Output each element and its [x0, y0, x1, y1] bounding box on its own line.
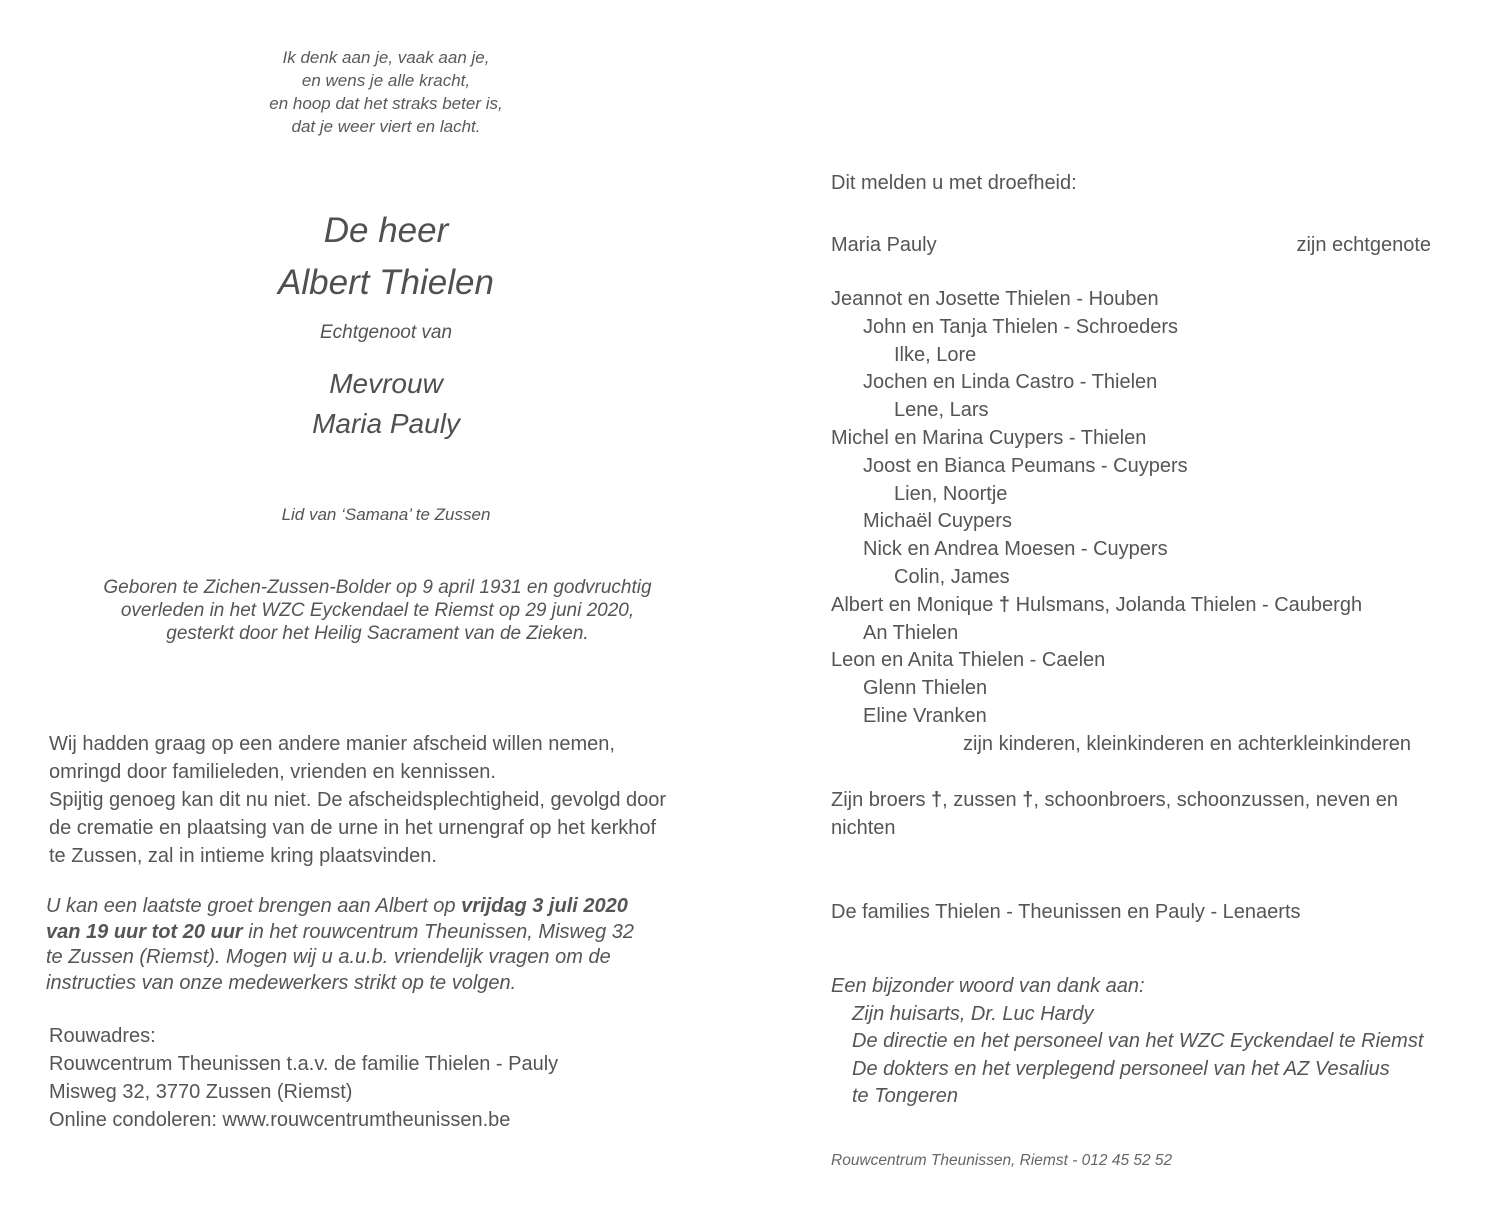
thanks-heading: Een bijzonder woord van dank aan:	[831, 975, 1145, 997]
poem-line: dat je weer viert en lacht.	[291, 117, 481, 136]
cross-icon: †	[998, 593, 1011, 616]
family-line: Michel en Marina Cuypers - Thielen	[831, 426, 1147, 449]
family-line: Michaël Cuypers	[863, 510, 1012, 533]
family-line: Colin, James	[894, 565, 1010, 588]
poem-line: en hoop dat het straks beter is,	[269, 94, 503, 113]
birth-death-line: gesterkt door het Heilig Sacrament van de Zieken.	[166, 623, 589, 644]
birth-death-line: overleden in het WZC Eyckendael te Riemst op 29 juni 2020,	[120, 600, 635, 621]
birth-death-line: Geboren te Zichen-Zussen-Bolder op 9 april 1931 en godvruchtig	[103, 577, 652, 598]
deceased-title	[186, 205, 586, 309]
siblings-text	[831, 786, 1471, 842]
condolence-link[interactable]: Online condoleren: www.rouwcentrumtheunissen.be	[49, 1109, 511, 1131]
relation-label: Echtgenoot van	[319, 322, 453, 343]
family-line: Leon en Anita Thielen - Caelen	[831, 649, 1106, 672]
farewell-line: omringd door familieleden, vrienden en kennissen.	[49, 761, 496, 783]
visit-time: van 19 uur tot 20 uur	[46, 920, 243, 943]
address-line: Misweg 32, 3770 Zussen (Riemst)	[49, 1081, 353, 1103]
family-line: An Thielen	[863, 621, 959, 644]
visit-date: vrijdag 3 juli 2020	[461, 895, 628, 917]
spouse-salutation: Mevrouw	[329, 368, 443, 399]
family-list	[831, 286, 1471, 759]
birth-death-text	[50, 576, 705, 645]
mourning-address	[49, 1022, 709, 1134]
address-line: Rouwcentrum Theunissen t.a.v. de familie Thielen - Pauly	[49, 1053, 559, 1075]
thanks-line: Zijn huisarts, Dr. Luc Hardy	[852, 1002, 1094, 1025]
poem-line: Ik denk aan je, vaak aan je,	[282, 48, 490, 67]
family-line: Jochen en Linda Castro - Thielen	[863, 371, 1158, 394]
family-line: Joost en Bianca Peumans - Cuypers	[863, 454, 1188, 477]
visit-line: instructies van onze medewerkers strikt op te volgen.	[46, 971, 517, 994]
family-line: John en Tanja Thielen - Schroeders	[863, 315, 1179, 338]
farewell-text	[49, 730, 729, 870]
family-summary: zijn kinderen, kleinkinderen en achterkleinkinderen	[963, 732, 1412, 755]
deceased-salutation: De heer	[323, 211, 449, 250]
family-line: Lene, Lars	[894, 399, 989, 422]
siblings-line: nichten	[831, 817, 896, 839]
visit-line	[46, 894, 706, 920]
family-line: Glenn Thielen	[863, 677, 988, 700]
announcement-heading: Dit melden u met droefheid:	[831, 172, 1077, 194]
spouse-row-role: zijn echtgenote	[1296, 234, 1431, 256]
family-line	[831, 592, 1471, 620]
family-line: Lien, Noortje	[894, 482, 1008, 505]
siblings-part: , schoonbroers, schoonzussen, neven en	[1033, 789, 1399, 811]
spouse-row	[831, 231, 1431, 259]
cross-icon: †	[1022, 789, 1034, 811]
spouse-title	[186, 364, 586, 444]
families-line: De families Thielen - Theunissen en Pauly - Lenaerts	[831, 901, 1301, 923]
siblings-line	[831, 786, 1471, 814]
thanks-line: te Tongeren	[852, 1085, 959, 1107]
deceased-name: Albert Thielen	[278, 263, 494, 302]
family-line: Jeannot en Josette Thielen - Houben	[831, 288, 1159, 310]
address-heading: Rouwadres:	[49, 1025, 156, 1047]
visit-text: U kan een laatste groet brengen aan Albert op	[46, 895, 462, 917]
family-text: Albert en Monique	[831, 593, 994, 616]
siblings-part: , zussen	[942, 789, 1017, 811]
siblings-part: Zijn broers	[831, 789, 926, 811]
visit-line	[46, 920, 706, 946]
family-text: Hulsmans, Jolanda Thielen - Caubergh	[1015, 593, 1363, 616]
farewell-line: Wij hadden graag op een andere manier afscheid willen nemen,	[49, 733, 615, 755]
visit-text: in het rouwcentrum Theunissen, Misweg 32	[242, 920, 635, 943]
thanks-section	[831, 973, 1471, 1111]
spouse-name: Maria Pauly	[312, 408, 460, 439]
farewell-line: te Zussen, zal in intieme kring plaatsvinden.	[49, 845, 437, 867]
family-line: Ilke, Lore	[894, 343, 977, 366]
farewell-line: Spijtig genoeg kan dit nu niet. De afscheidsplechtigheid, gevolgd door	[49, 789, 667, 811]
visit-info	[46, 894, 706, 996]
spouse-row-name: Maria Pauly	[831, 234, 937, 256]
poem-line: en wens je alle kracht,	[301, 71, 471, 90]
farewell-line: de crematie en plaatsing van de urne in het urnengraf op het kerkhof	[49, 817, 657, 839]
family-line: Eline Vranken	[863, 704, 987, 727]
thanks-line: De dokters en het verplegend personeel van het AZ Vesalius	[852, 1057, 1390, 1080]
funeral-home-footer: Rouwcentrum Theunissen, Riemst - 012 45 52 52	[831, 1152, 1173, 1169]
poem	[186, 46, 586, 138]
visit-line: te Zussen (Riemst). Mogen wij u a.u.b. vriendelijk vragen om de	[46, 946, 611, 968]
cross-icon: †	[931, 789, 943, 811]
membership: Lid van ‘Samana’ te Zussen	[281, 505, 491, 524]
thanks-line: De directie en het personeel van het WZC Eyckendael te Riemst	[852, 1030, 1424, 1052]
family-line: Nick en Andrea Moesen - Cuypers	[863, 538, 1168, 561]
